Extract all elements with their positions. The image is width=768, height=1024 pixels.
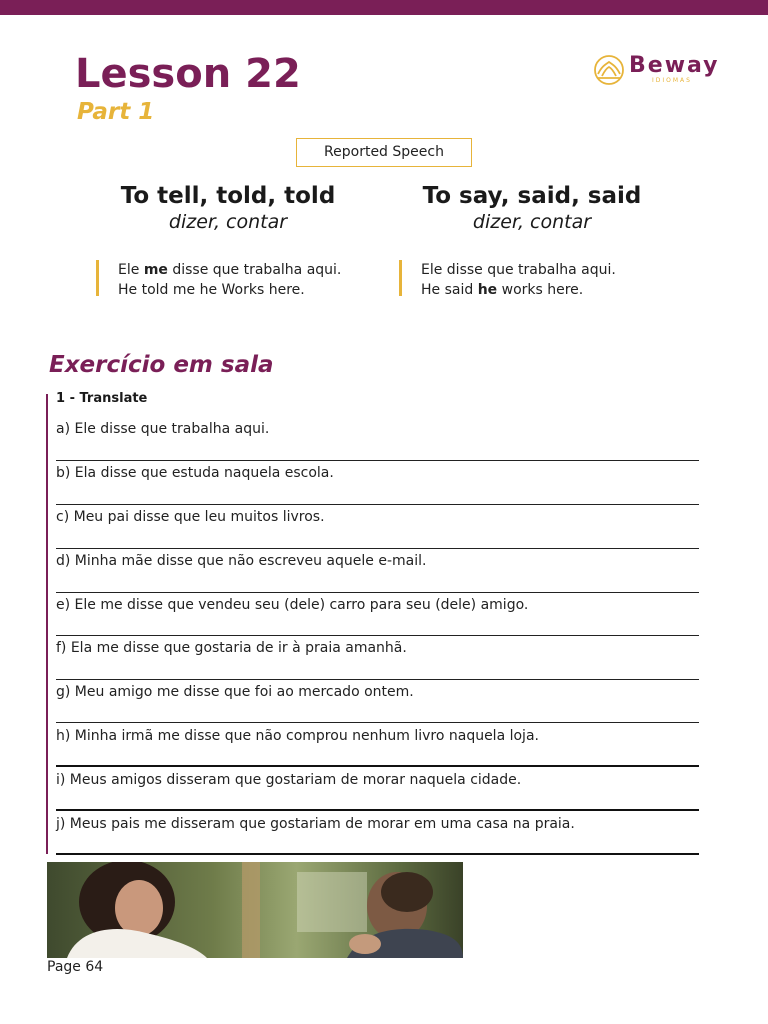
example-say [399,260,616,296]
answer-line[interactable] [56,765,699,767]
example-line-pt [118,260,341,280]
example-text: Ele disse que trabalha aqui. [421,262,616,278]
exercise-accent-rule [46,394,48,854]
question-j: j) Meus pais me disseram que gostariam de morar em uma casa na praia. [56,816,575,832]
example-text: He said [421,282,478,298]
topic-label: Reported Speech [296,138,472,167]
conversation-photo [47,862,463,958]
example-text: disse que trabalha aqui. [167,262,342,278]
top-bar [0,0,768,15]
answer-line[interactable] [56,504,699,505]
question-c: c) Meu pai disse que leu muitos livros. [56,509,325,525]
answer-line[interactable] [56,722,699,723]
page-number: Page 64 [47,959,104,975]
verb-translation: dizer, contar [472,211,592,233]
example-text: He told me he Works here. [118,282,305,298]
logo-subtitle: IDIOMAS [652,77,692,84]
lesson-part: Part 1 [77,99,155,125]
answer-line[interactable] [56,809,699,811]
answer-line[interactable] [56,548,699,549]
question-d: d) Minha mãe disse que não escreveu aquele e-mail. [56,553,427,569]
answer-line[interactable] [56,592,699,593]
brand-logo [592,52,720,88]
lesson-title: Lesson 22 [75,51,301,97]
example-text: Ele [118,262,144,278]
exercise-title: Exercício em sala [49,352,274,378]
verb-title: To say, said, said [422,183,642,209]
answer-line[interactable] [56,635,699,636]
question-i: i) Meus amigos disseram que gostariam de morar naquela cidade. [56,772,522,788]
question-e: e) Ele me disse que vendeu seu (dele) carro para seu (dele) amigo. [56,597,529,613]
example-line-en [118,280,341,300]
lotus-icon [592,54,626,86]
example-emphasis: me [143,262,168,278]
logo-name: Beway [629,53,720,78]
verb-block-tell [98,181,358,233]
verb-title: To tell, told, told [120,183,336,209]
example-text: works here. [497,282,584,298]
example-tell [96,260,341,296]
example-line-en [421,280,616,300]
question-f: f) Ela me disse que gostaria de ir à praia amanhã. [56,640,407,656]
photo-illustration [47,862,463,958]
answer-line[interactable] [56,853,699,855]
verb-translation: dizer, contar [168,211,288,233]
question-b: b) Ela disse que estuda naquela escola. [56,465,334,481]
answer-line[interactable] [56,679,699,680]
example-emphasis: he [477,282,498,298]
verb-block-say [402,181,662,233]
example-line-pt [421,260,616,280]
question-g: g) Meu amigo me disse que foi ao mercado ontem. [56,684,414,700]
exercise-instruction: 1 - Translate [56,391,148,406]
question-a: a) Ele disse que trabalha aqui. [56,421,270,437]
question-h: h) Minha irmã me disse que não comprou nenhum livro naquela loja. [56,728,539,744]
answer-line[interactable] [56,460,699,461]
